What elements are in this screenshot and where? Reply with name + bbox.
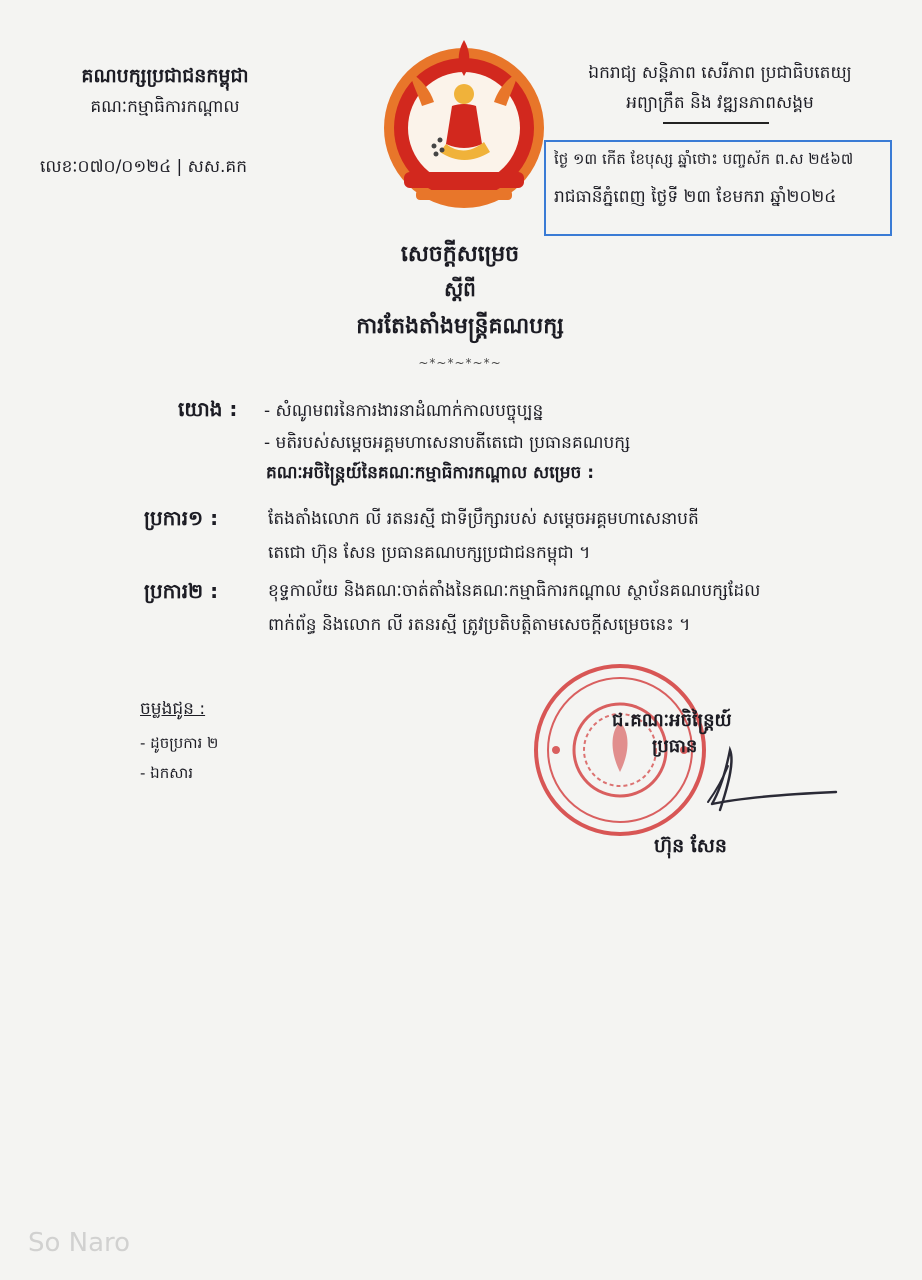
document-title: សេចក្តីសម្រេច xyxy=(400,242,520,267)
title-subject: ការតែងតាំងមន្ត្រីគណបក្ស xyxy=(356,314,564,339)
signatory-name: ហ៊ុន សែន xyxy=(654,835,727,857)
considering-label xyxy=(178,396,237,426)
party-logo-graphic xyxy=(380,32,548,214)
decision-line: គណៈអចិន្ត្រៃយ៍នៃគណៈកម្មាធិការកណ្តាល សម្រេច : xyxy=(266,463,595,483)
title-about: ស្តីពី xyxy=(444,277,476,301)
solar-date: រាជធានីភ្នំពេញ ថ្ងៃទី ២៣ ខែមករា ឆ្នាំ២០២៤ xyxy=(554,187,837,207)
article-1-line-1: តែងតាំងលោក លី រតនរស្មី ជាទីប្រឹក្សារបស់ សម្តេចអគ្គមហាសេនាបតី xyxy=(268,509,699,529)
article-2-line-2: ពាក់ព័ន្ធ និងលោក លី រតនរស្មី ត្រូវប្រតិបត្តិតាមសេចក្តីសម្រេចនេះ ។ xyxy=(268,615,691,635)
article-1-label-text: ប្រការ១ xyxy=(144,506,204,530)
watermark: So Naro xyxy=(28,1228,131,1258)
reference-number: លេខៈ០៧០/០១២៤ | សស.គក xyxy=(40,157,248,177)
considering-label-text: យោង xyxy=(178,397,223,421)
considering-item-2: - មតិរបស់សម្តេចអគ្គមហាសេនាបតីតេជោ ប្រធានគណបក្ស xyxy=(264,433,631,453)
article-1-label xyxy=(144,505,218,535)
party-name: គណបក្សប្រជាជនកម្ពុជា xyxy=(81,65,249,87)
article-2-line-1: ខុទ្ទកាល័យ និងគណៈចាត់តាំងនៃគណៈកម្មាធិការកណ្តាល ស្ថាប័នគណបក្សដែល xyxy=(268,581,761,601)
copies-label: ចម្លងជូន : xyxy=(140,699,206,719)
label-colon: : xyxy=(222,397,238,421)
lunar-date: ថ្ងៃ ១៣ កើត ខែបុស្ស ឆ្នាំថោះ បញ្ចស័ក ព.ស ២៥៦៧ xyxy=(554,150,854,168)
signature-role: ប្រធាន xyxy=(652,736,698,757)
copies-item-2: - ឯកសារ xyxy=(140,764,194,782)
central-committee: គណៈកម្មាធិការកណ្តាល xyxy=(90,97,240,117)
considering-item-1: - សំណូមពរនៃការងារនាដំណាក់កាលបច្ចុប្បន្ន xyxy=(264,401,544,421)
handwritten-signature xyxy=(690,740,850,830)
kingdom-title: ឯករាជ្យ សន្តិភាព សេរីភាព ប្រជាធិបតេយ្យ xyxy=(588,63,852,83)
signature-stroke xyxy=(690,740,850,830)
signature-on-behalf: ជ.គណៈអចិន្ត្រៃយ៍ xyxy=(612,710,732,731)
label-colon: : xyxy=(203,579,219,603)
party-logo xyxy=(380,32,548,214)
kingdom-motto: អព្យាក្រឹត និង វឌ្ឍនភាពសង្គម xyxy=(626,93,814,113)
label-colon: : xyxy=(203,506,219,530)
title-flourish: ~*~*~*~*~ xyxy=(418,356,502,370)
article-2-label-text: ប្រការ២ xyxy=(144,579,204,603)
article-2-label xyxy=(144,578,218,608)
article-1-line-2: តេជោ ហ៊ុន សែន ប្រធានគណបក្សប្រជាជនកម្ពុជា ។ xyxy=(268,543,591,563)
header-divider xyxy=(663,122,769,124)
copies-item-1: - ដូចប្រការ ២ xyxy=(140,734,219,752)
